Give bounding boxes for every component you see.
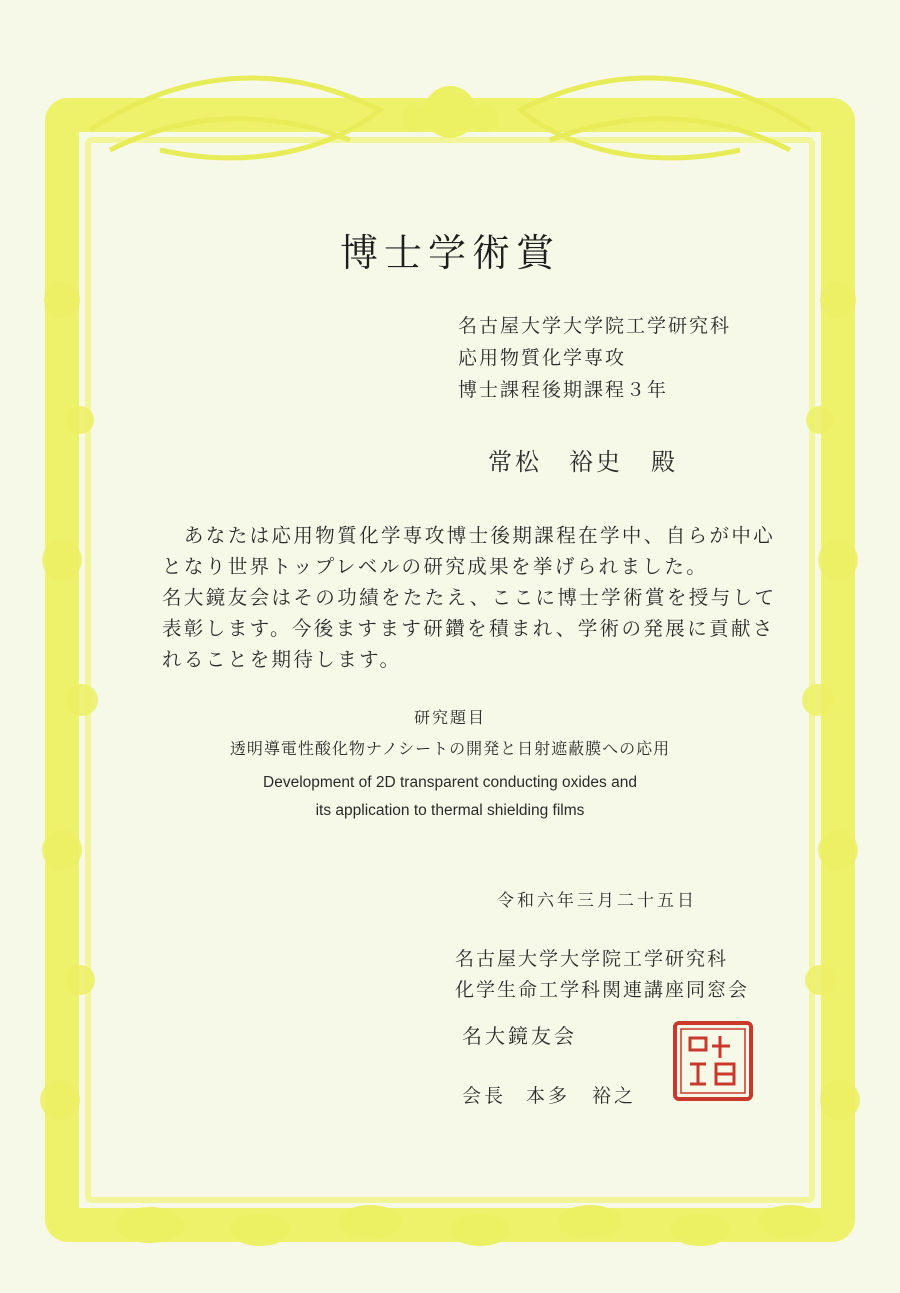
research-title-jp: 透明導電性酸化物ナノシートの開発と日射遮蔽膜への応用 [229,739,671,758]
recipient-affiliation [458,310,731,406]
award-date: 令和六年三月二十五日 [497,891,697,911]
issuer-org-line: 化学生命工学科関連講座同窓会 [455,979,750,1001]
research-title-en-line: its application to thermal shielding films [315,802,585,819]
issuer-org-line: 名古屋大学大学院工学研究科 [455,948,729,970]
affiliation-line: 名古屋大学大学院工学研究科 [458,315,732,337]
affiliation-line: 応用物質化学専攻 [458,347,627,369]
issuer-club: 名大鏡友会 [462,1024,577,1048]
official-seal-icon [672,1020,754,1102]
recipient-honorific: 殿 [651,448,678,476]
certificate-title: 博士学術賞 [339,231,560,275]
citation-line: 名大鏡友会はその功績をたたえ、ここに博士学術賞を授与して [162,586,777,609]
research-label: 研究題目 [413,708,486,727]
issuer-organization [455,944,749,1006]
citation-line: 表彰します。今後ますます研鑽を積まれ、学術の発展に貢献さ [162,617,775,640]
citation-line: れることを期待します。 [162,648,402,671]
recipient-name: 常松 裕史 [488,448,623,476]
research-title-en-line: Development of 2D transparent conducting oxides and [263,774,637,791]
recipient-name-line [488,442,678,477]
president-line [462,1081,636,1108]
president-name: 本多 裕之 [526,1085,637,1107]
president-title: 会長 [462,1085,507,1107]
affiliation-line: 博士課程後期課程３年 [458,379,669,401]
citation-text [162,520,777,675]
citation-line: となり世界トップレベルの研究成果を挙げられました。 [162,555,709,578]
citation-line: あなたは応用物質化学専攻博士後期課程在学中、自らが中心 [162,524,776,547]
research-topic [0,705,900,825]
